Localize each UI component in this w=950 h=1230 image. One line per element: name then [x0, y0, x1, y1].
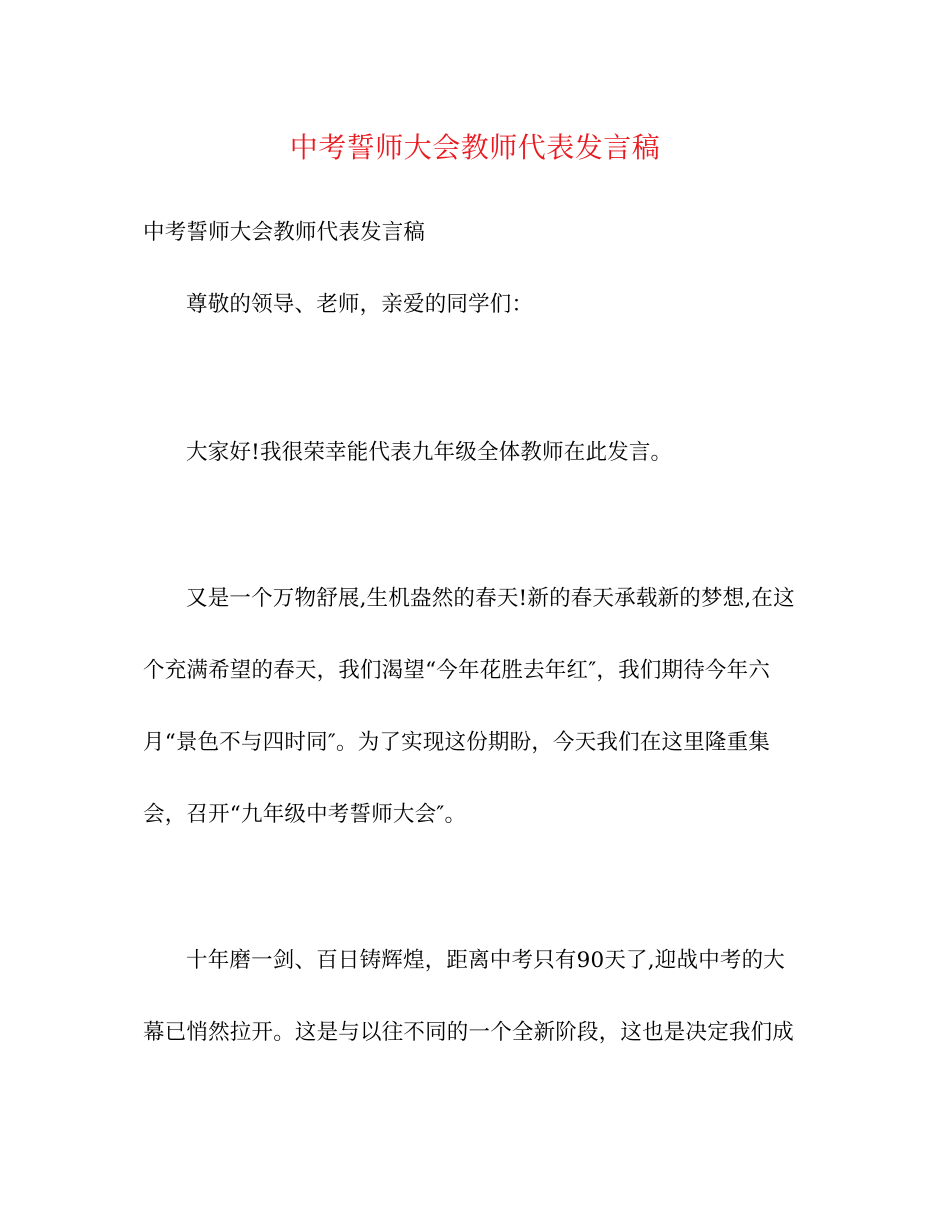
- document-title: 中考誓师大会教师代表发言稿: [289, 131, 661, 164]
- paragraph-line: 个充满希望的春天，我们渴望“今年花胜去年红″，我们期待今年六: [143, 658, 771, 683]
- paragraph-line: 幕已悄然拉开。这是与以往不同的一个全新阶段，这也是决定我们成: [143, 1020, 795, 1045]
- paragraph-line: 会，召开“九年级中考誓师大会″。: [143, 802, 467, 827]
- greeting-line: 大家好!我很荣幸能代表九年级全体教师在此发言。: [186, 440, 673, 465]
- paragraph-line: 月“景色不与四时同″。为了实现这份期盼，今天我们在这里隆重集: [143, 730, 771, 755]
- subtitle-line: 中考誓师大会教师代表发言稿: [143, 220, 426, 245]
- paragraph-line: 又是一个万物舒展,生机盎然的春天!新的春天承载新的梦想,在这: [186, 586, 795, 611]
- paragraph-line: 十年磨一剑、百日铸辉煌，距离中考只有90天了,迎战中考的大: [186, 948, 785, 973]
- salutation-line: 尊敬的领导、老师，亲爱的同学们：: [186, 292, 534, 317]
